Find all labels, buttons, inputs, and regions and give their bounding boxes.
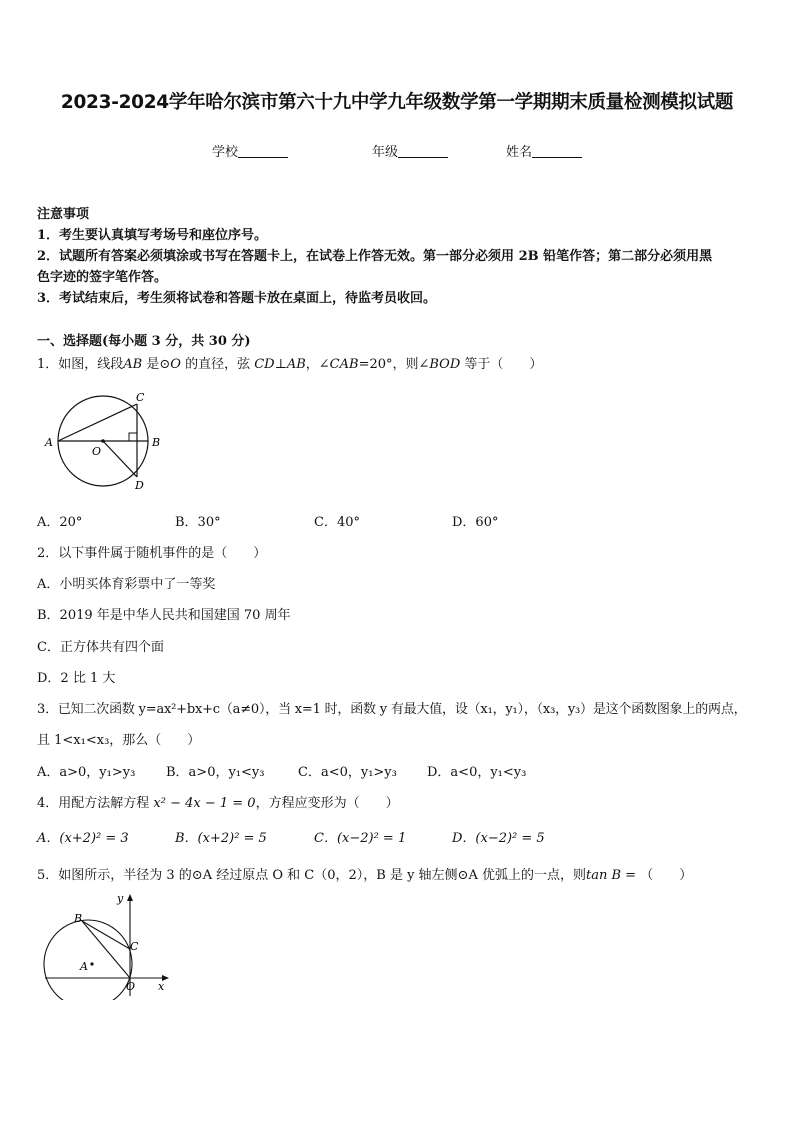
q3-option-c[interactable]: C．a<0，y₁>y₃ — [298, 765, 397, 780]
notice-item-3: 3．考试结束后，考生须将试卷和答题卡放在桌面上，待监考员收回。 — [37, 291, 437, 306]
q4-option-a[interactable]: A．(x+2)² = 3 — [37, 831, 129, 846]
question-4-stem: 4．用配方法解方程 x² − 4x − 1 = 0，方程应变形为（ ） — [37, 796, 399, 811]
school-label: 学校 — [212, 145, 239, 160]
label-a: A — [45, 436, 53, 449]
q1-option-d[interactable]: D．60° — [452, 515, 499, 530]
label-b: B — [152, 436, 161, 449]
question-5-figure — [40, 890, 180, 1000]
question-3-stem-line2: 且 1<x₁<x₃，那么（ ） — [37, 733, 201, 748]
name-field[interactable] — [506, 141, 582, 160]
label-c: C — [136, 391, 145, 404]
q2-option-b[interactable]: B．2019 年是中华人民共和国建国 70 周年 — [37, 608, 291, 623]
notice-item-2-cont: 色字迹的签字笔作答。 — [37, 270, 168, 285]
question-5-stem: 5．如图所示，半径为 3 的⊙A 经过原点 O 和 C（0，2），B 是 y 轴左侧⊙A 优弧上的一点，则tan B = （ ） — [37, 868, 693, 883]
q4-option-c[interactable]: C．(x−2)² = 1 — [314, 831, 407, 846]
label-o: O — [92, 445, 102, 458]
q3-option-a[interactable]: A．a>0，y₁>y₃ — [37, 765, 136, 780]
right-angle-mark — [129, 433, 137, 441]
label-c: C — [130, 940, 139, 953]
circle-a — [44, 920, 132, 1000]
school-blank[interactable] — [238, 144, 288, 158]
name-blank[interactable] — [532, 144, 582, 158]
label-x: x — [158, 980, 165, 993]
q4-equation: x² − 4x − 1 = 0 — [153, 796, 256, 811]
q3-option-b[interactable]: B．a>0，y₁<y₃ — [166, 765, 265, 780]
label-y: y — [117, 892, 124, 905]
grade-field[interactable] — [372, 141, 448, 160]
q2-option-c[interactable]: C．正方体共有四个面 — [37, 640, 164, 655]
label-o: O — [126, 980, 136, 993]
segment-od — [103, 441, 137, 477]
q4-option-b[interactable]: B．(x+2)² = 5 — [175, 831, 267, 846]
q1-option-a[interactable]: A．20° — [37, 515, 83, 530]
segment-bo — [82, 921, 130, 978]
question-3-stem-line1: 3．已知二次函数 y=ax²+bx+c（a≠0），当 x=1 时，函数 y 有最大值，设（x₁，y₁），（x₃，y₃）是这个函数图象上的两点， — [37, 702, 747, 717]
notice-item-1: 1．考生要认真填写考场号和座位序号。 — [37, 228, 268, 243]
q4-option-d[interactable]: D．(x−2)² = 5 — [452, 831, 545, 846]
question-2-stem: 2．以下事件属于随机事件的是（ ） — [37, 546, 267, 561]
section-heading: 一、选择题(每小题 3 分，共 30 分) — [37, 334, 251, 349]
segment-bc — [82, 921, 130, 949]
q2-option-a[interactable]: A．小明买体育彩票中了一等奖 — [37, 577, 216, 592]
center-dot — [101, 439, 105, 443]
exam-title: 2023-2024学年哈尔滨市第六十九中学九年级数学第一学期期末质量检测模拟试题 — [60, 92, 734, 113]
q3-option-d[interactable]: D．a<0，y₁<y₃ — [427, 765, 527, 780]
q1-option-b[interactable]: B．30° — [175, 515, 221, 530]
question-1-figure — [40, 385, 170, 495]
school-field[interactable] — [212, 141, 288, 160]
grade-label: 年级 — [372, 145, 399, 160]
grade-blank[interactable] — [398, 144, 448, 158]
notice-heading: 注意事项 — [37, 207, 90, 222]
label-d: D — [135, 479, 144, 492]
point-a-dot — [90, 962, 93, 965]
question-1-stem: 1．如图，线段AB 是⊙O 的直径，弦 CD⊥AB，∠CAB=20°，则∠BOD 等于（ ） — [37, 357, 543, 372]
label-b: B — [74, 912, 83, 925]
q1-option-c[interactable]: C．40° — [314, 515, 360, 530]
name-label: 姓名 — [506, 145, 533, 160]
y-axis-arrow — [127, 894, 133, 901]
q2-option-d[interactable]: D．2 比 1 大 — [37, 671, 116, 686]
label-a: A — [80, 960, 88, 973]
notice-item-2: 2．试题所有答案必须填涂或书写在答题卡上，在试卷上作答无效。第一部分必须用 2B 铅笔作答；第二部分必须用黑 — [37, 249, 713, 264]
segment-ac — [58, 404, 137, 441]
